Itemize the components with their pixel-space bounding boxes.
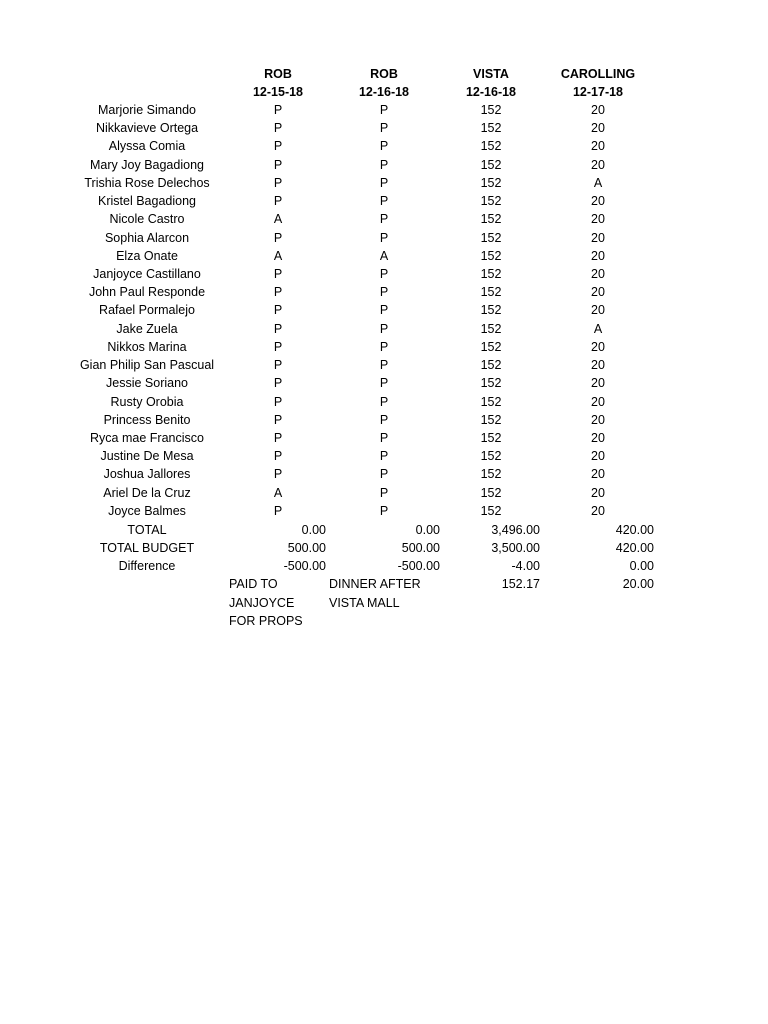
header-row-date (0, 83, 768, 101)
rob-1216-status: P (379, 303, 389, 318)
table-row (0, 137, 768, 155)
header-event-2: ROB (370, 67, 398, 81)
vista-amount: 152 (480, 376, 502, 391)
note-value-carolling: 20.00 (622, 577, 654, 591)
table-row (0, 393, 768, 411)
table-row (0, 320, 768, 338)
person-name: Joyce Balmes (108, 503, 186, 518)
notes-row-2 (0, 594, 768, 612)
rob-1215-status: P (273, 394, 283, 409)
table-row (0, 119, 768, 137)
person-name: Elza Onate (116, 248, 178, 263)
note-value-vista: 152.17 (501, 577, 540, 591)
vista-amount: 152 (480, 139, 502, 154)
table-row (0, 283, 768, 301)
vista-amount: 152 (480, 339, 502, 354)
note-dinner-after: DINNER AFTER (329, 577, 421, 591)
rob-1215-status: P (273, 376, 283, 391)
rob-1216-status: P (379, 157, 389, 172)
rob-1215-status: P (273, 194, 283, 209)
person-name: Rusty Orobia (110, 394, 184, 409)
table-row (0, 411, 768, 429)
person-name: Kristel Bagadiong (98, 194, 196, 209)
rob-1215-status: P (273, 339, 283, 354)
carolling-amount: 20 (591, 431, 605, 445)
rob-1216-status: P (379, 230, 389, 245)
total-budget-row (0, 539, 768, 557)
person-name: Ariel De la Cruz (103, 485, 191, 500)
table-row (0, 101, 768, 119)
summary-vista: 3,500.00 (491, 541, 540, 556)
rob-1215-status: P (273, 321, 283, 336)
carolling-amount: 20 (591, 230, 605, 245)
vista-amount: 152 (480, 175, 502, 190)
person-name: Alyssa Comia (108, 139, 186, 154)
carolling-amount: 20 (591, 267, 605, 281)
rob-1216-status: P (379, 394, 389, 409)
vista-amount: 152 (480, 321, 502, 336)
header-date-3: 12-16-18 (465, 85, 517, 99)
carolling-amount: 20 (591, 194, 605, 209)
carolling-amount: A (593, 175, 603, 190)
table-row (0, 301, 768, 319)
notes-row-1 (0, 575, 768, 593)
vista-amount: 152 (480, 467, 502, 482)
vista-amount: 152 (480, 194, 502, 209)
table-row (0, 374, 768, 392)
vista-amount: 152 (480, 394, 502, 409)
person-name: Jessie Soriano (106, 376, 188, 391)
rob-1215-status: P (273, 431, 283, 445)
rob-1216-status: P (379, 485, 389, 500)
total-row (0, 521, 768, 539)
carolling-amount: 20 (591, 157, 605, 172)
table-row (0, 247, 768, 265)
vista-amount: 152 (480, 157, 502, 172)
summary-rob-1216: 500.00 (401, 541, 440, 556)
rob-1215-status: P (273, 157, 283, 172)
rob-1216-status: P (379, 267, 389, 281)
summary-rob-1216: -500.00 (397, 559, 440, 574)
person-name: Joshua Jallores (103, 467, 191, 482)
rob-1215-status: A (273, 212, 283, 227)
rob-1215-status: P (273, 267, 283, 281)
carolling-amount: 20 (591, 248, 605, 263)
table-row (0, 229, 768, 247)
carolling-amount: 20 (591, 412, 605, 427)
rob-1216-status: P (379, 175, 389, 190)
vista-amount: 152 (480, 412, 502, 427)
rob-1215-status: P (273, 449, 283, 464)
rob-1216-status: P (379, 103, 389, 117)
summary-carolling: 420.00 (615, 523, 654, 537)
header-event-4: CAROLLING (560, 67, 636, 81)
rob-1216-status: P (379, 121, 389, 136)
table-row (0, 210, 768, 228)
header-date-4: 12-17-18 (572, 85, 624, 99)
rob-1216-status: P (379, 194, 389, 209)
carolling-amount: 20 (591, 139, 605, 154)
vista-amount: 152 (480, 103, 502, 117)
table-row (0, 447, 768, 465)
vista-amount: 152 (480, 267, 502, 281)
person-name: Princess Benito (103, 412, 191, 427)
carolling-amount: 20 (591, 121, 605, 136)
rob-1215-status: P (273, 358, 283, 373)
summary-rob-1215: 500.00 (287, 541, 326, 556)
summary-rob-1216: 0.00 (415, 523, 440, 537)
person-name: Janjoyce Castillano (93, 267, 201, 281)
rob-1215-status: P (273, 103, 283, 117)
summary-label: Difference (118, 559, 176, 574)
carolling-amount: 20 (591, 394, 605, 409)
person-name: Nikkavieve Ortega (95, 121, 199, 136)
rob-1216-status: P (379, 449, 389, 464)
header-date-1: 12-15-18 (252, 85, 304, 99)
carolling-amount: 20 (591, 339, 605, 354)
rob-1215-status: P (273, 412, 283, 427)
person-name: Gian Philip San Pascual (79, 358, 215, 373)
rob-1216-status: P (379, 503, 389, 518)
table-row (0, 465, 768, 483)
rob-1215-status: P (273, 121, 283, 136)
rob-1215-status: P (273, 503, 283, 518)
rob-1215-status: P (273, 285, 283, 300)
summary-label: TOTAL (127, 523, 167, 537)
carolling-amount: 20 (591, 285, 605, 300)
header-date-2: 12-16-18 (358, 85, 410, 99)
person-name: Nicole Castro (109, 212, 185, 227)
vista-amount: 152 (480, 230, 502, 245)
vista-amount: 152 (480, 285, 502, 300)
person-name: Sophia Alarcon (104, 230, 190, 245)
carolling-amount: 20 (591, 212, 605, 227)
vista-amount: 152 (480, 449, 502, 464)
table-row (0, 174, 768, 192)
header-event-1: ROB (264, 67, 292, 81)
carolling-amount: 20 (591, 449, 605, 464)
table-row (0, 265, 768, 283)
carolling-amount: 20 (591, 376, 605, 391)
summary-vista: 3,496.00 (491, 523, 540, 537)
carolling-amount: 20 (591, 485, 605, 500)
person-name: Nikkos Marina (107, 339, 187, 354)
note-paid-to: PAID TO (229, 577, 278, 591)
rob-1215-status: A (273, 485, 283, 500)
difference-row (0, 557, 768, 575)
rob-1216-status: P (379, 321, 389, 336)
person-name: Marjorie Simando (98, 103, 196, 117)
vista-amount: 152 (480, 503, 502, 518)
carolling-amount: 20 (591, 103, 605, 117)
person-name: Trishia Rose Delechos (84, 175, 210, 190)
note-for-props: FOR PROPS (229, 614, 303, 628)
table-row (0, 338, 768, 356)
rob-1215-status: P (273, 467, 283, 482)
rob-1216-status: P (379, 339, 389, 354)
rob-1215-status: P (273, 230, 283, 245)
rob-1216-status: A (379, 248, 389, 263)
notes-row-3 (0, 612, 768, 630)
header-row-event (0, 65, 768, 83)
vista-amount: 152 (480, 485, 502, 500)
rob-1216-status: P (379, 212, 389, 227)
rob-1215-status: P (273, 139, 283, 154)
summary-carolling: 0.00 (629, 559, 654, 574)
summary-rob-1215: -500.00 (283, 559, 326, 574)
table-row (0, 156, 768, 174)
rob-1216-status: P (379, 139, 389, 154)
summary-label: TOTAL BUDGET (99, 541, 195, 556)
person-name: John Paul Responde (88, 285, 206, 300)
rob-1215-status: P (273, 303, 283, 318)
rob-1215-status: A (273, 248, 283, 263)
person-name: Ryca mae Francisco (90, 431, 204, 445)
table-row (0, 356, 768, 374)
rob-1216-status: P (379, 285, 389, 300)
summary-vista: -4.00 (511, 559, 540, 574)
vista-amount: 152 (480, 303, 502, 318)
note-vista-mall: VISTA MALL (329, 596, 400, 610)
carolling-amount: A (593, 321, 603, 336)
table-row (0, 192, 768, 210)
rob-1216-status: P (379, 358, 389, 373)
carolling-amount: 20 (591, 467, 605, 482)
person-name: Rafael Pormalejo (99, 303, 195, 318)
rob-1216-status: P (379, 412, 389, 427)
vista-amount: 152 (480, 358, 502, 373)
person-name: Mary Joy Bagadiong (90, 157, 204, 172)
vista-amount: 152 (480, 431, 502, 445)
person-name: Justine De Mesa (100, 449, 194, 464)
carolling-amount: 20 (591, 358, 605, 373)
vista-amount: 152 (480, 121, 502, 136)
table-row (0, 502, 768, 520)
rob-1215-status: P (273, 175, 283, 190)
carolling-amount: 20 (591, 303, 605, 318)
note-janjoyce: JANJOYCE (229, 596, 295, 610)
header-event-3: VISTA (473, 67, 509, 81)
rob-1216-status: P (379, 467, 389, 482)
rob-1216-status: P (379, 431, 389, 445)
person-name: Jake Zuela (116, 321, 178, 336)
table-row (0, 429, 768, 447)
vista-amount: 152 (480, 212, 502, 227)
summary-carolling: 420.00 (615, 541, 654, 556)
summary-rob-1215: 0.00 (301, 523, 326, 537)
carolling-amount: 20 (591, 503, 605, 518)
table-row (0, 484, 768, 502)
vista-amount: 152 (480, 248, 502, 263)
rob-1216-status: P (379, 376, 389, 391)
